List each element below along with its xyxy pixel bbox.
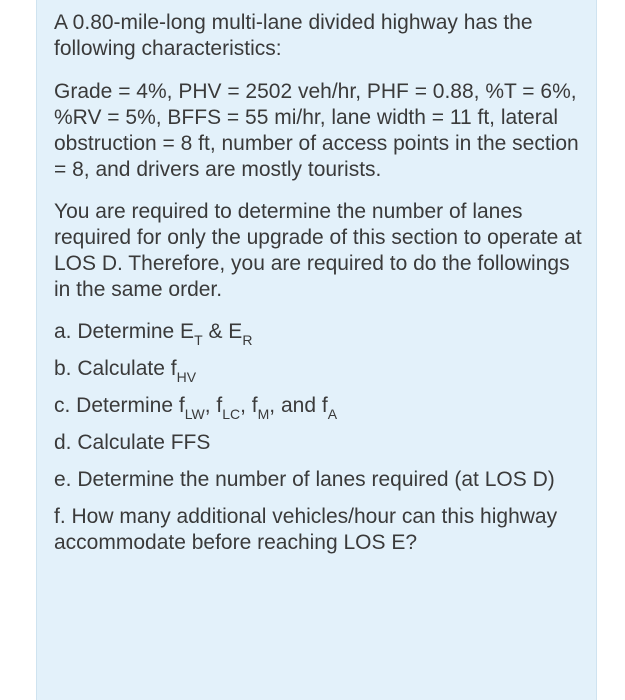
problem-given-data: Grade = 4%, PHV = 2502 veh/hr, PHF = 0.88, %T = 6%, %RV = 5%, BFFS = 55 mi/hr, lane width = 11 ft, lateral obstruction = 8 ft, number of access points in the section = 8, and drivers are mostly tourists. — [54, 80, 579, 181]
question-item-e: e. Determine the number of lanes required (at LOS D) — [54, 468, 555, 491]
item-c-subscript-a: A — [327, 406, 338, 422]
problem-intro: A 0.80-mile-long multi-lane divided highway has the following characteristics: — [54, 11, 533, 60]
question-item-d: d. Calculate FFS — [54, 431, 211, 454]
item-c-sep1: , f — [204, 394, 223, 417]
item-c-sep2: , f — [240, 394, 258, 417]
question-item-f: f. How many additional vehicles/hour can this highway accommodate before reaching LOS E? — [54, 505, 558, 554]
item-c-text: c. Determine f — [54, 394, 185, 417]
item-a-subscript-r: R — [242, 332, 253, 348]
question-item-b — [54, 356, 584, 385]
item-c-sep3: , and f — [269, 394, 328, 417]
question-item-a — [54, 319, 584, 348]
problem-task: You are required to determine the number of lanes required for only the upgrade of this section to operate at LOS D. Therefore, you are required to do the followings in the same order. — [54, 200, 582, 301]
question-item-c — [54, 393, 584, 422]
item-b-text: b. Calculate f — [54, 357, 177, 380]
item-a-subscript-t: T — [194, 332, 203, 348]
item-a-text: a. Determine E — [54, 320, 195, 343]
item-b-subscript-hv: HV — [176, 369, 197, 385]
item-c-subscript-lc: LC — [222, 406, 241, 422]
item-a-mid: & E — [202, 320, 243, 343]
item-c-subscript-lw: LW — [184, 406, 205, 422]
question-content — [54, 10, 584, 567]
item-c-subscript-m: M — [257, 406, 270, 422]
